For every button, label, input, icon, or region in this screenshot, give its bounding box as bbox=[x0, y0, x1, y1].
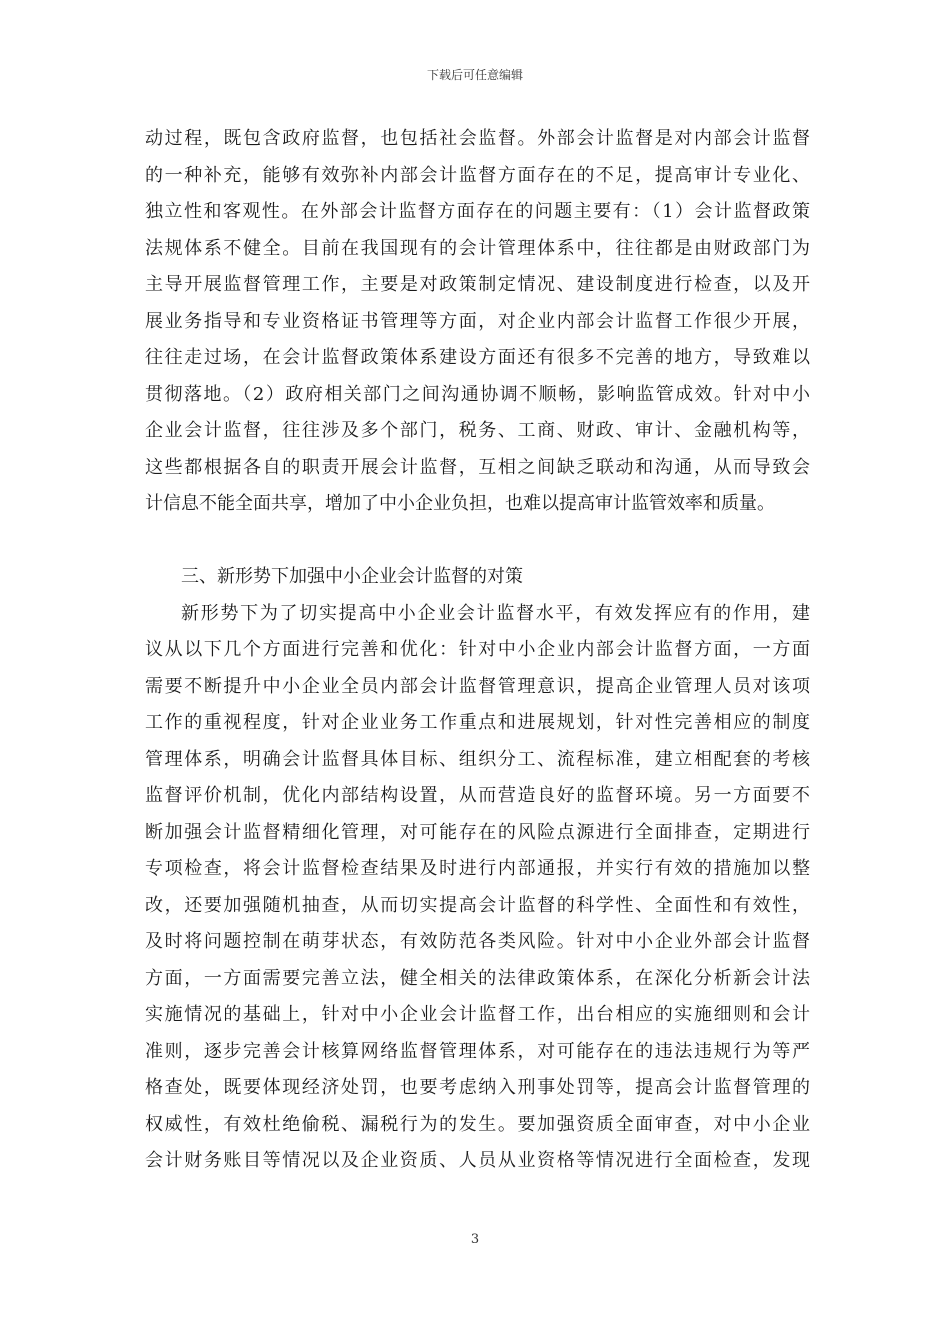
text-line: 动过程，既包含政府监督，也包括社会监督。外部会计监督是对内部会计监督 bbox=[145, 128, 810, 149]
text-line: 实施情况的基础上，针对中小企业会计监督工作，出台相应的实施细则和会计 bbox=[145, 1004, 810, 1025]
text-line: 贯彻落地。（2）政府相关部门之间沟通协调不顺畅，影响监管成效。针对中小 bbox=[145, 383, 810, 405]
text-line: 展业务指导和专业资格证书管理等方面，对企业内部会计监督工作很少开展， bbox=[145, 310, 810, 332]
text-line: 主导开展监督管理工作，主要是对政策制定情况、建设制度进行检查，以及开 bbox=[145, 274, 810, 295]
section-heading: 三、新形势下加强中小企业会计监督的对策 bbox=[181, 566, 523, 587]
paragraph-external-supervision bbox=[145, 121, 810, 523]
text-line: 断加强会计监督精细化管理，对可能存在的风险点源进行全面排查，定期进行 bbox=[145, 821, 810, 843]
text-line: 管理体系，明确会计监督具体目标、组织分工、流程标准，建立相配套的考核 bbox=[145, 748, 810, 770]
paragraph-spacer bbox=[145, 523, 810, 560]
text-line: 法规体系不健全。目前在我国现有的会计管理体系中，往往都是由财政部门为 bbox=[145, 237, 810, 259]
text-line: 工作的重视程度，针对企业业务工作重点和进展规划，针对性完善相应的制度 bbox=[145, 712, 810, 733]
text-line: 这些都根据各自的职责开展会计监督，互相之间缺乏联动和沟通，从而导致会 bbox=[145, 456, 810, 478]
text-line: 的一种补充，能够有效弥补内部会计监督方面存在的不足，提高审计专业化、 bbox=[145, 164, 810, 186]
paragraph-countermeasures bbox=[145, 596, 810, 1180]
page-number: 3 bbox=[470, 1232, 480, 1247]
document-body bbox=[145, 121, 810, 1180]
text-line: 权威性，有效杜绝偷税、漏税行为的发生。要加强资质全面审查，对中小企业 bbox=[145, 1113, 810, 1135]
text-line: 改，还要加强随机抽查，从而切实提高会计监督的科学性、全面性和有效性， bbox=[145, 894, 810, 916]
text-line: 准则，逐步完善会计核算网络监督管理体系，对可能存在的违法违规行为等严 bbox=[145, 1040, 810, 1062]
text-line: 企业会计监督，往往涉及多个部门，税务、工商、财政、审计、金融机构等， bbox=[145, 420, 810, 441]
text-line: 新形势下为了切实提高中小企业会计监督水平，有效发挥应有的作用，建 bbox=[181, 602, 810, 624]
page-header: 下载后可任意编辑 bbox=[426, 68, 523, 82]
text-line: 议从以下几个方面进行完善和优化：针对中小企业内部会计监督方面，一方面 bbox=[145, 639, 810, 660]
text-line: 会计财务账目等情况以及企业资质、人员从业资格等情况进行全面检查，发现 bbox=[145, 1150, 810, 1171]
text-line: 需要不断提升中小企业全员内部会计监督管理意识，提高企业管理人员对该项 bbox=[145, 675, 810, 697]
text-line: 方面，一方面需要完善立法，健全相关的法律政策体系，在深化分析新会计法 bbox=[145, 967, 810, 989]
text-line: 独立性和客观性。在外部会计监督方面存在的问题主要有：（1）会计监督政策 bbox=[145, 201, 810, 222]
text-line: 格查处，既要体现经济处罚，也要考虑纳入刑事处罚等，提高会计监督管理的 bbox=[145, 1077, 810, 1098]
text-line: 监督评价机制，优化内部结构设置，从而营造良好的监督环境。另一方面要不 bbox=[145, 785, 810, 806]
text-line: 及时将问题控制在萌芽状态，有效防范各类风险。针对中小企业外部会计监督 bbox=[145, 931, 810, 952]
text-line: 计信息不能全面共享，增加了中小企业负担，也难以提高审计监管效率和质量。 bbox=[145, 493, 775, 514]
text-line: 往往走过场，在会计监督政策体系建设方面还有很多不完善的地方，导致难以 bbox=[145, 347, 810, 368]
text-line: 专项检查，将会计监督检查结果及时进行内部通报，并实行有效的措施加以整 bbox=[145, 858, 810, 879]
